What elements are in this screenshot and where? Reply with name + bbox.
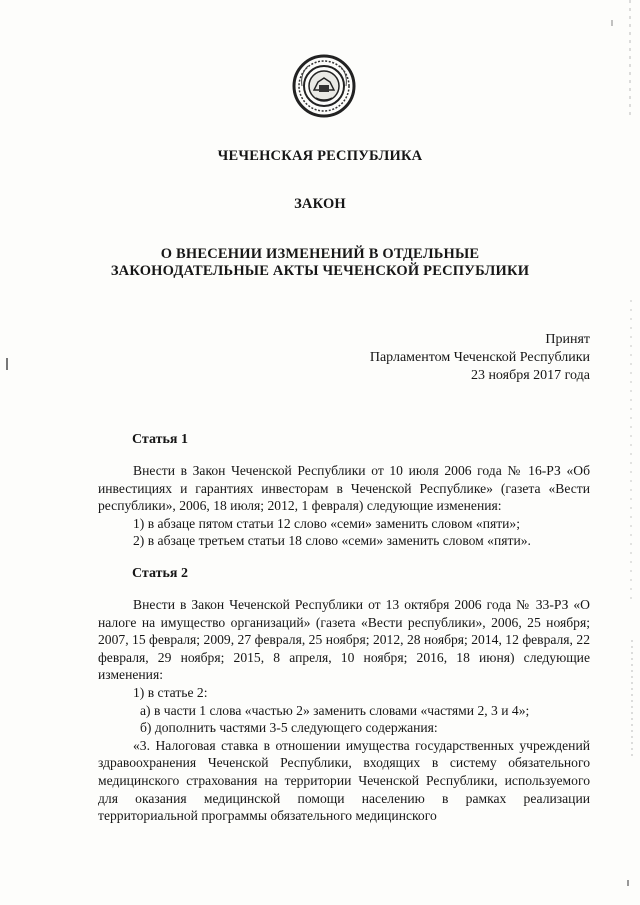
adoption-line1: Принят <box>545 332 590 347</box>
article2-heading: Статья 2 <box>132 566 188 581</box>
article2-intro: Внести в Закон Чеченской Республики от 13 октября 2006 года № 33-РЗ «О налоге на имущество организаций» (газета «Вести республики», 2006, 25 ноября; 2007, 15 февраля; 2009, 27 февраля, 25 ноября; 2012, 28 ноября; 2014, 12 февраля, 22 февраля, 29 ноября; 2015, 8 апреля, 10 ноября; 2016, 18 июня) следующие изменения: <box>98 597 590 683</box>
adoption-line2: Парламентом Чеченской Республики <box>369 350 590 365</box>
article2-item1a: а) в части 1 слова «частью 2» заменить словами «частями 2, 3 и 4»; <box>140 702 530 718</box>
document-title-line1: О ВНЕСЕНИИ ИЗМЕНЕНИЙ В ОТДЕЛЬНЫЕ <box>160 246 480 262</box>
article1-item1: 1) в абзаце пятом статьи 12 слово «семи» заменить словом «пяти»; <box>133 515 521 531</box>
article2-item1: 1) в статье 2: <box>133 684 208 700</box>
adoption-date: 23 ноября 2017 года <box>470 368 590 383</box>
document-title-line2: ЗАКОНОДАТЕЛЬНЫЕ АКТЫ ЧЕЧЕНСКОЙ РЕСПУБЛИКИ <box>110 263 530 279</box>
republic-heading: ЧЕЧЕНСКАЯ РЕСПУБЛИКА <box>217 148 423 164</box>
article1-heading: Статья 1 <box>132 432 188 447</box>
article1-item2: 2) в абзаце третьем статьи 18 слово «семи» заменить словом «пяти». <box>133 533 531 549</box>
emblem-seal-icon <box>292 54 356 118</box>
article2-quote: «3. Налоговая ставка в отношении имущества государственных учреждений здравоохранения Чеченской Республики, входящих в систему обязательного медицинского страхования на территории Чеченской Республики, используемого для оказания медицинской помощи населению в рамках реализации территориальной программы обязательного медицинского <box>98 737 590 824</box>
document-type-heading: ЗАКОН <box>294 196 346 212</box>
scan-left-mark <box>6 358 8 370</box>
scan-edge-marks <box>600 0 640 905</box>
article2-item1b: б) дополнить частями 3-5 следующего содержания: <box>140 720 438 736</box>
article1-body <box>98 462 590 550</box>
article1-intro: Внести в Закон Чеченской Республики от 10 июля 2006 года № 16-РЗ «Об инвестициях и гарантиях инвесторам в Чеченской Республике» (газета «Вести республики», 2006, 18 июля; 2012, 1 февраля) следующие изменения: <box>98 463 590 514</box>
adoption-block <box>290 331 590 385</box>
article2-body <box>98 596 590 825</box>
